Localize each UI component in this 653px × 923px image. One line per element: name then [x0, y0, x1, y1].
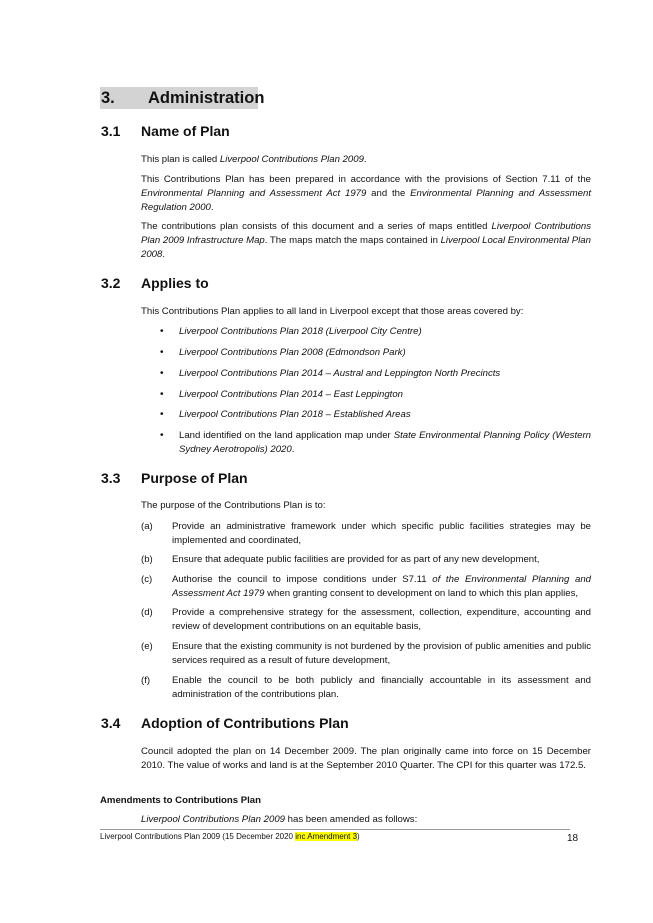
bullet: •	[160, 430, 164, 441]
list-item: Authorise the council to impose conditions under S7.11 of the Environmental Planning and Assessment Act 1979 when granting consent to development on land to which this plan applies,	[172, 574, 592, 599]
paragraph: Liverpool Contributions Plan 2009 has been amended as follows:	[141, 814, 418, 825]
list-label: (f)	[141, 675, 151, 686]
list-label: (d)	[141, 607, 153, 618]
bullet: •	[160, 347, 164, 358]
subsection-title: Applies to	[141, 275, 209, 291]
list-item: Ensure that the existing community is not burdened by the provision of public amenities and public services required as a result of future development,	[172, 641, 591, 666]
list-item: Liverpool Contributions Plan 2018 – Established Areas	[179, 409, 411, 420]
bullet: •	[160, 368, 164, 379]
subsection-title: Name of Plan	[141, 123, 230, 139]
paragraph: Council adopted the plan on 14 December 2009. The plan originally came into force on 15 December 2010. The value of works and land is at the September 2010 Quarter. The CPI for this quarter was 172.5.	[141, 746, 591, 771]
subsection-title: Adoption of Contributions Plan	[141, 715, 349, 731]
list-item: Provide an administrative framework under which specific public facilities strategies may be implemented and coordinated,	[172, 521, 591, 546]
list-item: Provide a comprehensive strategy for the assessment, collection, expenditure, accounting and review of development contributions on an equitable basis,	[172, 607, 591, 632]
page-footer: Liverpool Contributions Plan 2009 (15 December 2020 inc Amendment 3)	[100, 832, 360, 841]
paragraph: This plan is called Liverpool Contributions Plan 2009.	[141, 154, 367, 165]
list-label: (b)	[141, 554, 153, 565]
section-heading	[100, 87, 265, 109]
subsection-title: Purpose of Plan	[141, 470, 248, 486]
bullet: •	[160, 389, 164, 400]
list-item: Ensure that adequate public facilities are provided for as part of any new development,	[172, 554, 540, 565]
list-item: Liverpool Contributions Plan 2008 (Edmondson Park)	[179, 347, 406, 358]
subsection-number: 3.4	[101, 715, 121, 731]
list-item: Liverpool Contributions Plan 2014 – East Leppington	[179, 389, 404, 400]
subsection-number: 3.3	[101, 470, 121, 486]
list-label: (e)	[141, 641, 153, 652]
paragraph: The contributions plan consists of this document and a series of maps entitled Liverpool Contributions Plan 2009 Infrastructure Map. The maps match the maps contained in Liverpool Local Environmental Plan 2008.	[141, 221, 591, 260]
amendments-heading: Amendments to Contributions Plan	[100, 795, 261, 806]
list-label: (a)	[141, 521, 153, 532]
list-item: Liverpool Contributions Plan 2018 (Liverpool City Centre)	[179, 326, 422, 337]
footer-divider	[100, 829, 570, 830]
subsection-number: 3.2	[101, 275, 121, 291]
footer-highlight: inc Amendment 3	[295, 832, 358, 841]
paragraph: This Contributions Plan applies to all land in Liverpool except that those areas covered by:	[141, 306, 524, 317]
subsection-number: 3.1	[101, 123, 121, 139]
paragraph: The purpose of the Contributions Plan is to:	[141, 500, 326, 511]
list-label: (c)	[141, 574, 153, 585]
list-item: Liverpool Contributions Plan 2014 – Austral and Leppington North Precincts	[179, 368, 501, 379]
section-title: Administration	[148, 89, 265, 107]
paragraph: This Contributions Plan has been prepared in accordance with the provisions of Section 7.11 of the Environmental Planning and Assessment Act 1979 and the Environmental Planning and Assessment Regulation 2000.	[141, 174, 592, 213]
section-number: 3.	[101, 89, 115, 107]
bullet: •	[160, 409, 164, 420]
list-item: Land identified on the land application map under State Environmental Planning Policy (Western Sydney Aerotropolis) 2020.	[179, 430, 591, 455]
page-number: 18	[567, 833, 579, 844]
bullet: •	[160, 326, 164, 337]
list-item: Enable the council to be both publicly and financially accountable in its assessment and administration of the contributions plan.	[172, 675, 591, 700]
